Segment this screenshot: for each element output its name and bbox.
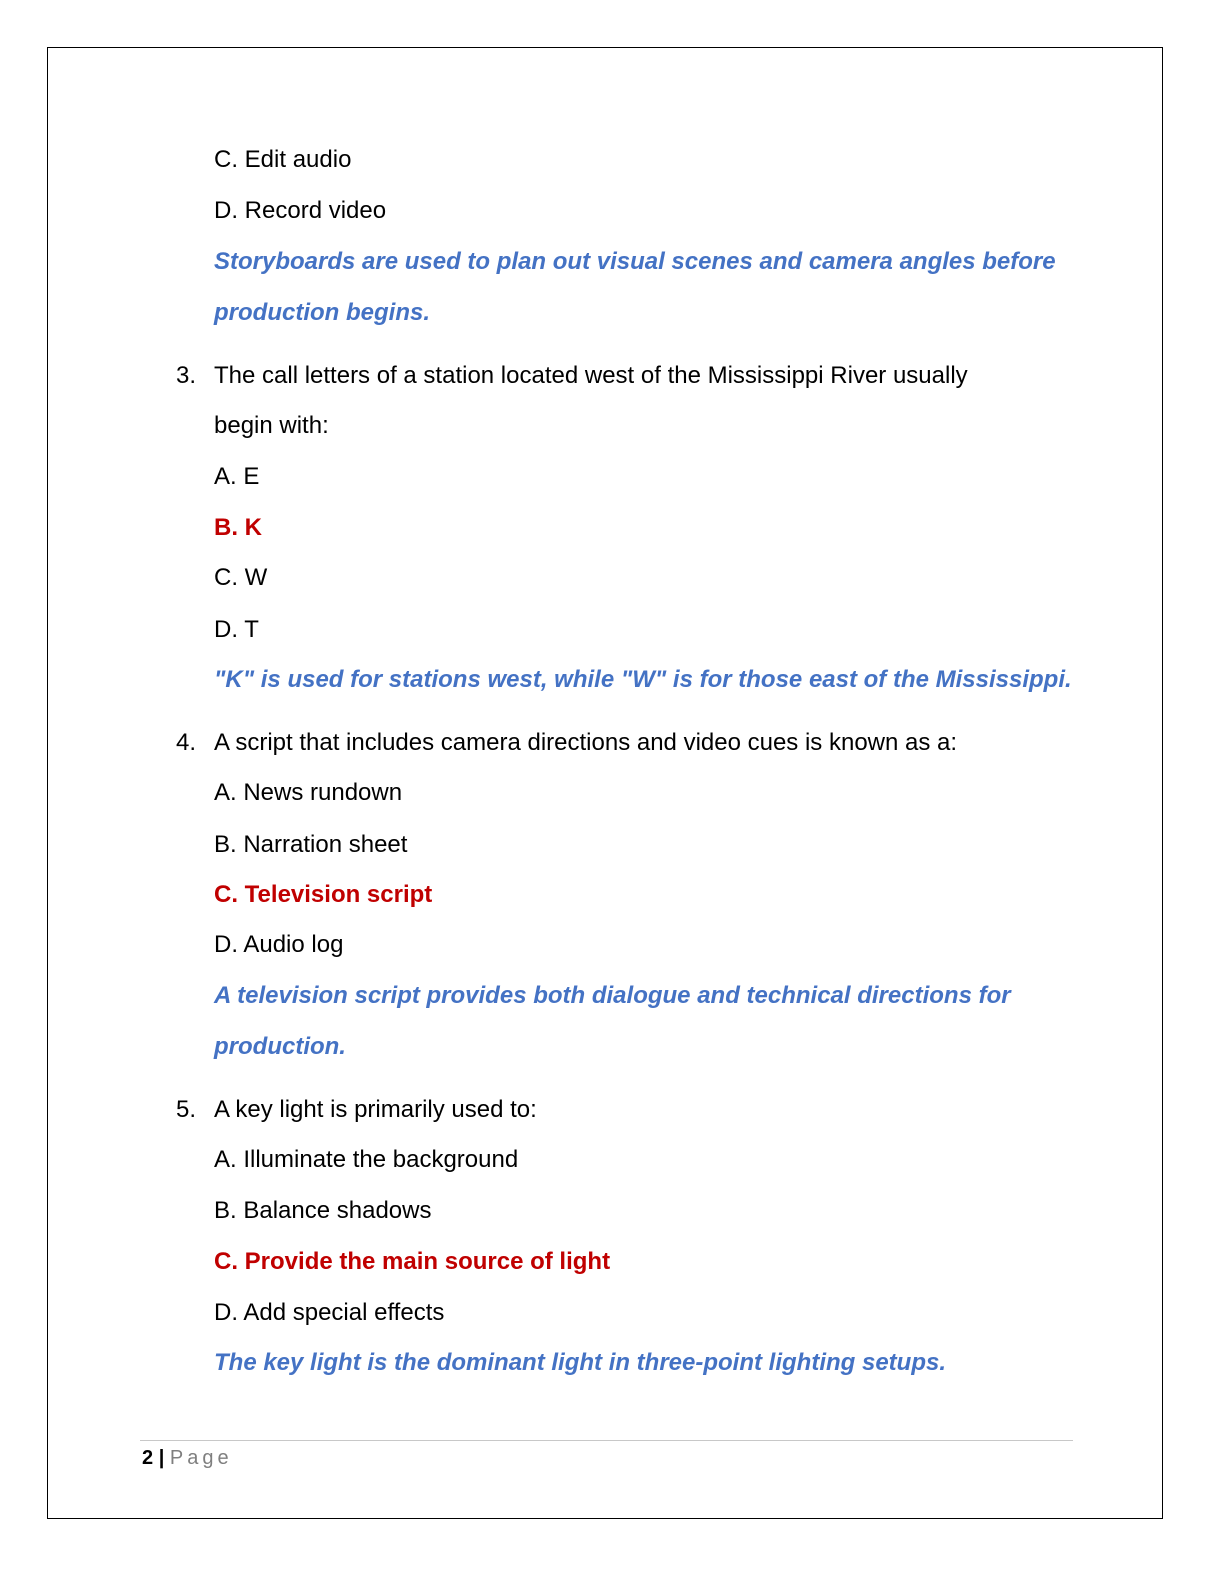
q5-explanation: The key light is the dominant light in three-point lighting setups. <box>214 1349 946 1376</box>
q3-number: 3. <box>176 362 197 389</box>
q3-explanation: "K" is used for stations west, while "W" is for those east of the Mississippi. <box>214 666 1072 693</box>
q3-question-line2: begin with: <box>214 412 329 439</box>
page-number: 2 <box>142 1447 154 1469</box>
q2-explanation-line1: Storyboards are used to plan out visual scenes and camera angles before <box>214 248 1056 275</box>
q4-option-c-correct: C. Television script <box>214 881 433 908</box>
q5-option-c-correct: C. Provide the main source of light <box>214 1248 611 1275</box>
q4-question-line1: A script that includes camera directions and video cues is known as a: <box>214 729 958 756</box>
q2-option-c: C. Edit audio <box>214 146 352 173</box>
q5-option-b: B. Balance shadows <box>214 1197 432 1224</box>
q3-question-line1: The call letters of a station located west of the Mississippi River usually <box>214 362 968 389</box>
q4-explanation-line2: production. <box>214 1033 346 1060</box>
q4-number: 4. <box>176 729 197 756</box>
q4-option-b: B. Narration sheet <box>214 831 408 858</box>
page-label: Page <box>169 1447 233 1469</box>
q4-explanation-line1: A television script provides both dialogue and technical directions for <box>214 982 1011 1009</box>
q4-option-a: A. News rundown <box>214 779 403 806</box>
q5-option-d: D. Add special effects <box>214 1299 445 1326</box>
q5-question-line1: A key light is primarily used to: <box>214 1096 537 1123</box>
page-footer <box>142 1446 233 1470</box>
q3-option-c: C. W <box>214 564 268 591</box>
q3-option-a: A. E <box>214 463 260 490</box>
q3-option-d: D. T <box>214 616 259 643</box>
q4-option-d: D. Audio log <box>214 931 344 958</box>
q2-option-d: D. Record video <box>214 197 387 224</box>
q5-number: 5. <box>176 1096 197 1123</box>
q3-option-b-correct: B. K <box>214 514 262 541</box>
footer-divider <box>140 1440 1073 1441</box>
footer-separator: | <box>158 1447 165 1469</box>
q2-explanation-line2: production begins. <box>214 299 430 326</box>
q5-option-a: A. Illuminate the background <box>214 1146 519 1173</box>
